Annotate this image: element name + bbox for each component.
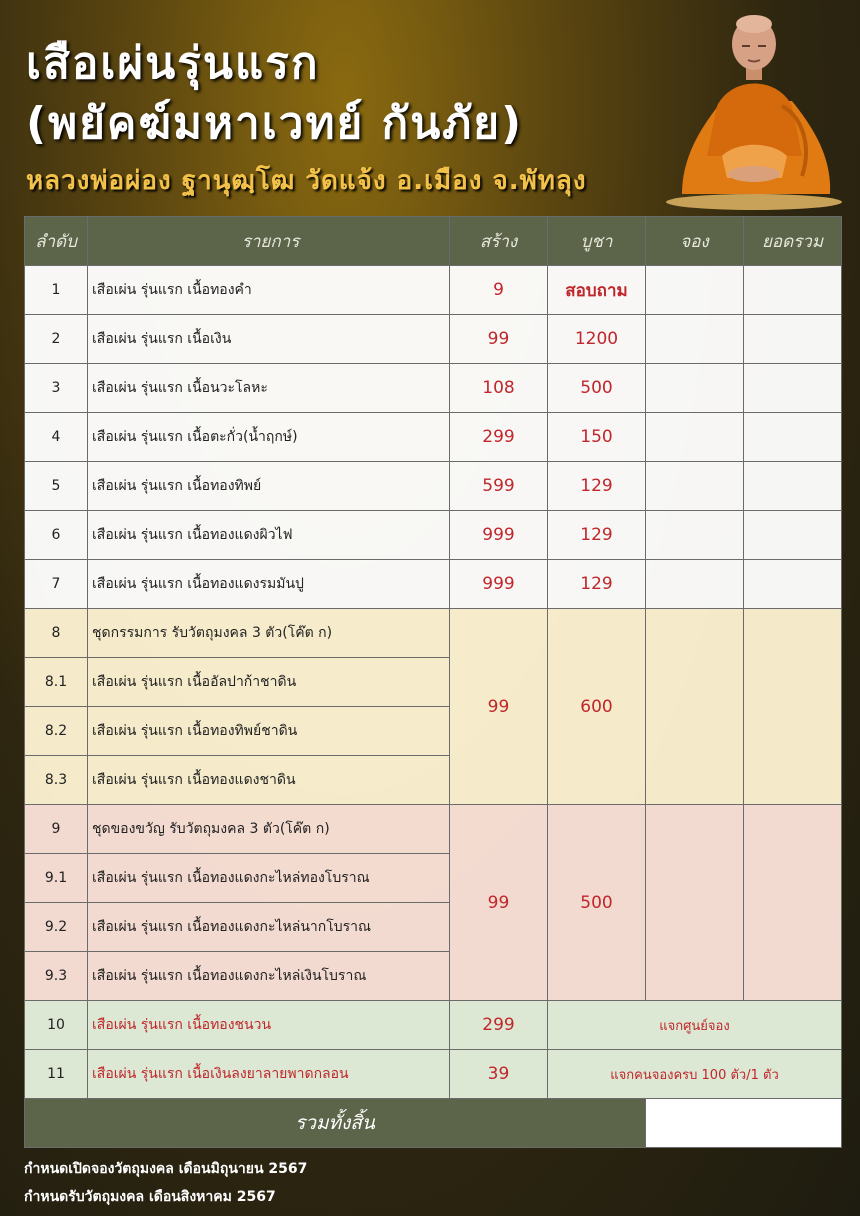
page-title-line1: เสือเผ่นรุ่นแรก	[26, 38, 320, 89]
table-row	[25, 413, 842, 462]
group-total-cell	[744, 805, 842, 1001]
col-header-price: บูชา	[548, 217, 646, 266]
row-item: เสือเผ่น รุ่นแรก เนื้อทองแดงผิวไฟ	[88, 511, 450, 560]
row-number: 8.2	[25, 707, 88, 756]
row-item: เสือเผ่น รุ่นแรก เนื้อทองแดงชาดิน	[88, 756, 450, 805]
row-number: 7	[25, 560, 88, 609]
row-created: 108	[450, 364, 548, 413]
row-number: 8	[25, 609, 88, 658]
table-header-row	[25, 217, 842, 266]
row-created: 299	[450, 413, 548, 462]
row-reserve-cell[interactable]	[646, 266, 744, 315]
row-item: เสือเผ่น รุ่นแรก เนื้อนวะโลหะ	[88, 364, 450, 413]
col-header-no: ลำดับ	[25, 217, 88, 266]
row-total-cell	[744, 315, 842, 364]
group-reserve-cell[interactable]	[646, 805, 744, 1001]
group-price: 600	[548, 609, 646, 805]
table-row	[25, 1001, 842, 1050]
row-total-cell	[744, 511, 842, 560]
total-row	[25, 1099, 842, 1148]
row-item: เสือเผ่น รุ่นแรก เนื้อทองทิพย์ชาดิน	[88, 707, 450, 756]
row-total-cell	[744, 413, 842, 462]
row-created: 999	[450, 560, 548, 609]
table-row	[25, 560, 842, 609]
row-item: เสือเผ่น รุ่นแรก เนื้อทองแดงกะไหล่ทองโบราณ	[88, 854, 450, 903]
row-created: 39	[450, 1050, 548, 1099]
table-row	[25, 609, 842, 658]
row-number: 6	[25, 511, 88, 560]
col-header-reserve: จอง	[646, 217, 744, 266]
row-number: 2	[25, 315, 88, 364]
row-price: 129	[548, 511, 646, 560]
price-table	[24, 216, 842, 1148]
total-value-cell[interactable]	[646, 1099, 842, 1148]
row-created: 99	[450, 315, 548, 364]
row-created: 599	[450, 462, 548, 511]
row-reserve-cell[interactable]	[646, 462, 744, 511]
table-row	[25, 315, 842, 364]
row-note: แจกศูนย์จอง	[548, 1001, 842, 1050]
row-number: 10	[25, 1001, 88, 1050]
total-label: รวมทั้งสิ้น	[25, 1099, 646, 1148]
row-number: 9.1	[25, 854, 88, 903]
row-item: เสือเผ่น รุ่นแรก เนื้อทองทิพย์	[88, 462, 450, 511]
row-price: 150	[548, 413, 646, 462]
row-item: เสือเผ่น รุ่นแรก เนื้ออัลปาก้าชาดิน	[88, 658, 450, 707]
group-created: 99	[450, 805, 548, 1001]
monk-photo	[662, 6, 842, 211]
row-number: 11	[25, 1050, 88, 1099]
group-created: 99	[450, 609, 548, 805]
row-item: เสือเผ่น รุ่นแรก เนื้อตะกั่ว(น้ำฤกษ์)	[88, 413, 450, 462]
row-total-cell	[744, 560, 842, 609]
group-price: 500	[548, 805, 646, 1001]
row-reserve-cell[interactable]	[646, 364, 744, 413]
table-row	[25, 462, 842, 511]
table-row	[25, 364, 842, 413]
row-item: ชุดของขวัญ รับวัตถุมงคล 3 ตัว(โค๊ต ก)	[88, 805, 450, 854]
row-number: 3	[25, 364, 88, 413]
table-row	[25, 511, 842, 560]
row-note: แจกคนจองครบ 100 ตัว/1 ตัว	[548, 1050, 842, 1099]
row-number: 9.3	[25, 952, 88, 1001]
row-number: 8.1	[25, 658, 88, 707]
row-number: 5	[25, 462, 88, 511]
group-reserve-cell[interactable]	[646, 609, 744, 805]
row-total-cell	[744, 364, 842, 413]
row-reserve-cell[interactable]	[646, 315, 744, 364]
col-header-total: ยอดรวม	[744, 217, 842, 266]
header	[0, 0, 860, 215]
row-number: 8.3	[25, 756, 88, 805]
table-row	[25, 805, 842, 854]
row-number: 9	[25, 805, 88, 854]
row-price: 1200	[548, 315, 646, 364]
page-subtitle: หลวงพ่อผ่อง ฐานุฒฺโฒ วัดแจ้ง อ.เมือง จ.พัทลุง	[26, 166, 587, 196]
row-item: เสือเผ่น รุ่นแรก เนื้อทองชนวน	[88, 1001, 450, 1050]
group-total-cell	[744, 609, 842, 805]
row-reserve-cell[interactable]	[646, 560, 744, 609]
row-price: 129	[548, 560, 646, 609]
table-row	[25, 1050, 842, 1099]
footer-receive-date: กำหนดรับวัตถุมงคล เดือนสิงหาคม 2567	[24, 1189, 276, 1205]
row-item: เสือเผ่น รุ่นแรก เนื้อทองคำ	[88, 266, 450, 315]
row-item: ชุดกรรมการ รับวัตถุมงคล 3 ตัว(โค๊ต ก)	[88, 609, 450, 658]
row-item: เสือเผ่น รุ่นแรก เนื้อเงิน	[88, 315, 450, 364]
row-created: 999	[450, 511, 548, 560]
row-total-cell	[744, 462, 842, 511]
row-item: เสือเผ่น รุ่นแรก เนื้อทองแดงกะไหล่เงินโบราณ	[88, 952, 450, 1001]
row-created: 9	[450, 266, 548, 315]
row-item: เสือเผ่น รุ่นแรก เนื้อเงินลงยาลายพาดกลอน	[88, 1050, 450, 1099]
row-item: เสือเผ่น รุ่นแรก เนื้อทองแดงกะไหล่นากโบราณ	[88, 903, 450, 952]
row-number: 1	[25, 266, 88, 315]
page-title-line2: (พยัคฆ์มหาเวทย์ กันภัย)	[26, 98, 524, 149]
row-total-cell	[744, 266, 842, 315]
row-created: 299	[450, 1001, 548, 1050]
row-reserve-cell[interactable]	[646, 511, 744, 560]
row-price: 500	[548, 364, 646, 413]
row-reserve-cell[interactable]	[646, 413, 744, 462]
col-header-created: สร้าง	[450, 217, 548, 266]
col-header-item: รายการ	[88, 217, 450, 266]
row-price: 129	[548, 462, 646, 511]
row-number: 9.2	[25, 903, 88, 952]
row-number: 4	[25, 413, 88, 462]
table-row	[25, 266, 842, 315]
row-item: เสือเผ่น รุ่นแรก เนื้อทองแดงรมมันปู	[88, 560, 450, 609]
footer-open-date: กำหนดเปิดจองวัตถุมงคล เดือนมิถุนายน 2567	[24, 1161, 308, 1177]
row-price: สอบถาม	[548, 266, 646, 315]
